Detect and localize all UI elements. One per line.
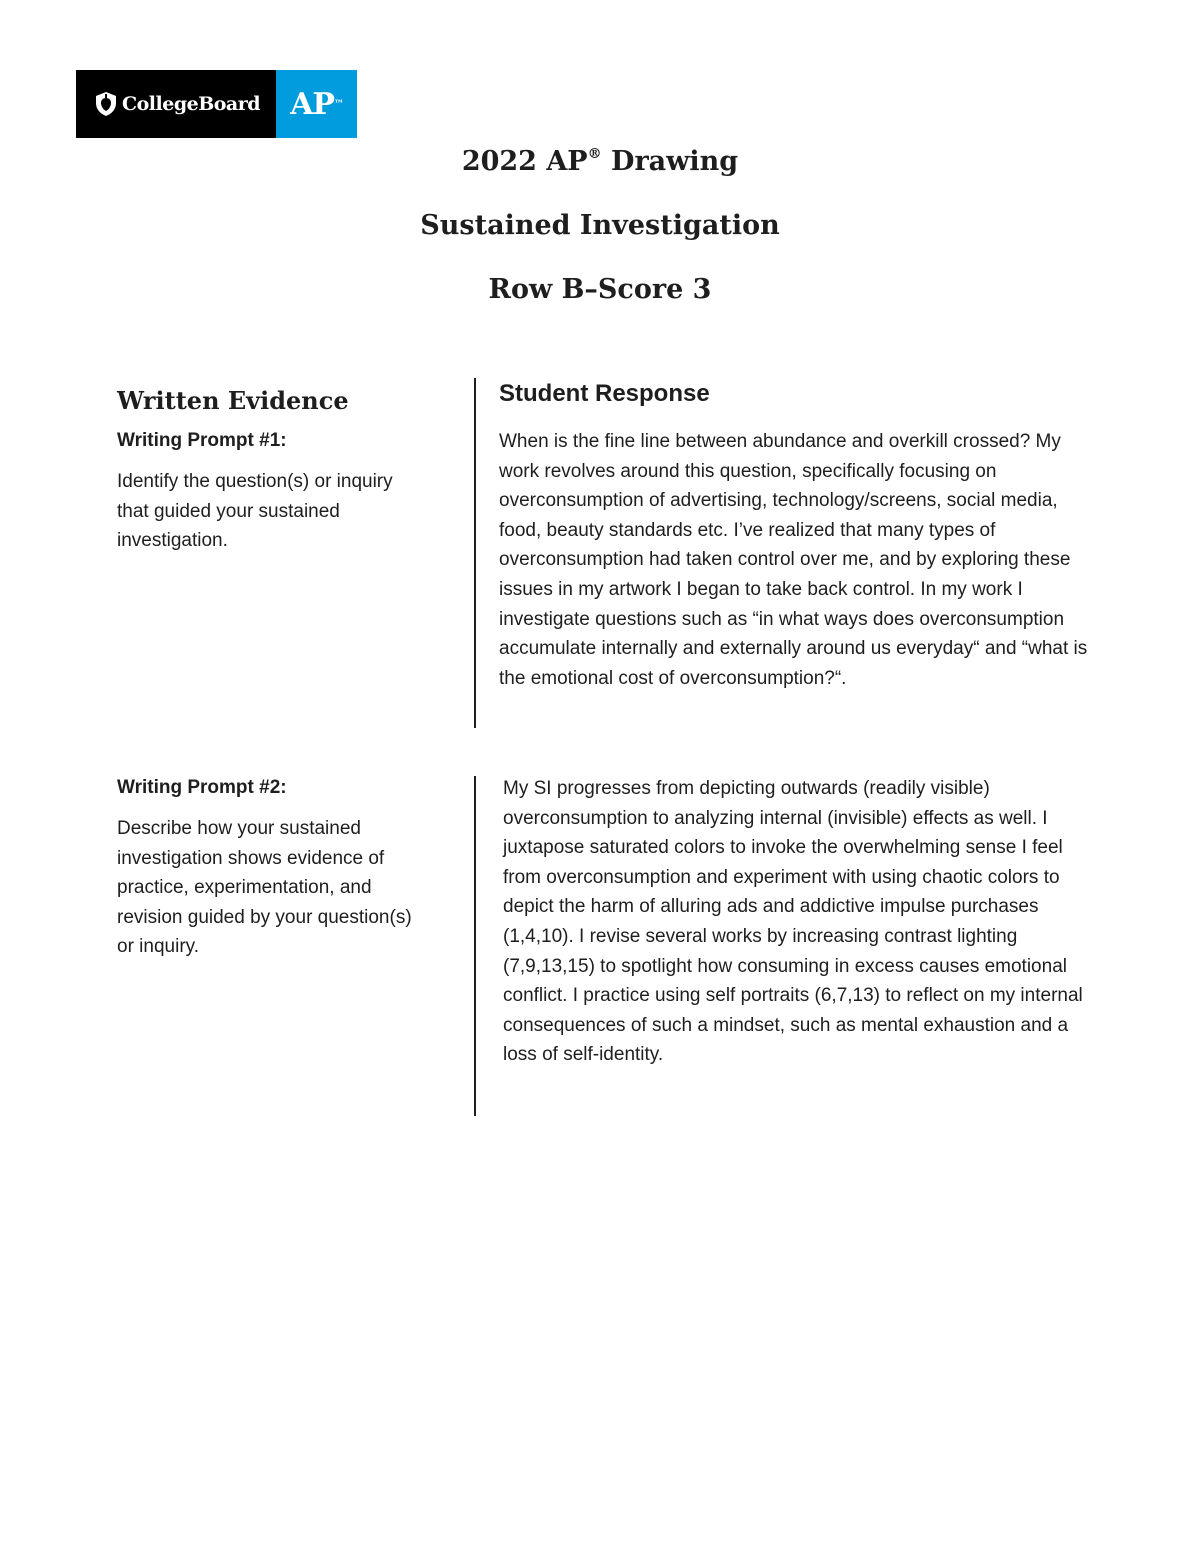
page-title: [0, 146, 1200, 177]
score-heading: Row B–Score 3: [488, 274, 712, 305]
college-board-ap-logo: [76, 70, 357, 138]
writing-prompt-1-label: Writing Prompt #1:: [117, 430, 287, 451]
acorn-shield-icon: [94, 91, 118, 117]
registered-mark: ®: [587, 146, 602, 162]
ap-wordmark: AP: [290, 86, 334, 122]
ap-logo: [276, 70, 357, 138]
column-divider-2: [474, 776, 476, 1116]
student-response-2: My SI progresses from depicting outwards (readily visible) overconsumption to analyzing internal (invisible) effects as well. I juxtapose saturated colors to invoke the overwhelming sense I feel from overconsumption and experiment with using chaotic colors to depict the harm of alluring ads and addictive impulse purchases (1,4,10). I revise several works by increasing contrast lighting (7,9,13,15) to spotlight how consuming in excess causes emotional conflict. I practice using self portraits (6,7,13) to reflect on my internal consequences of such a mindset, such as mental exhaustion and a loss of self-identity.: [503, 778, 1083, 1066]
title-prefix: 2022 AP: [461, 146, 588, 177]
title-suffix: Drawing: [601, 146, 739, 177]
writing-prompt-2-label: Writing Prompt #2:: [117, 777, 287, 798]
written-evidence-heading: Written Evidence: [117, 386, 349, 415]
student-response-heading: Student Response: [499, 380, 710, 407]
college-board-logo: [76, 70, 276, 138]
writing-prompt-1-text: Identify the question(s) or inquiry that guided your sustained investigation.: [117, 471, 393, 552]
column-divider-1: [474, 378, 476, 728]
page-subtitle: Sustained Investigation: [420, 210, 780, 241]
student-response-1: When is the fine line between abundance and overkill crossed? My work revolves around this question, specifically focusing on overconsumption of advertising, technology/screens, social media, food, beauty standards etc. I’ve realized that many types of overconsumption had taken control over me, and by exploring these issues in my artwork I began to take back control. In my work I investigate questions such as “in what ways does overconsumption accumulate internally and externally around us everyday“ and “what is the emotional cost of overconsumption?“.: [499, 431, 1088, 689]
ap-trademark: ™: [333, 98, 343, 110]
writing-prompt-2-text: Describe how your sustained investigation shows evidence of practice, experimentation, and revision guided by your question(s) or inquiry.: [117, 818, 412, 958]
college-board-wordmark: CollegeBoard: [122, 93, 261, 115]
